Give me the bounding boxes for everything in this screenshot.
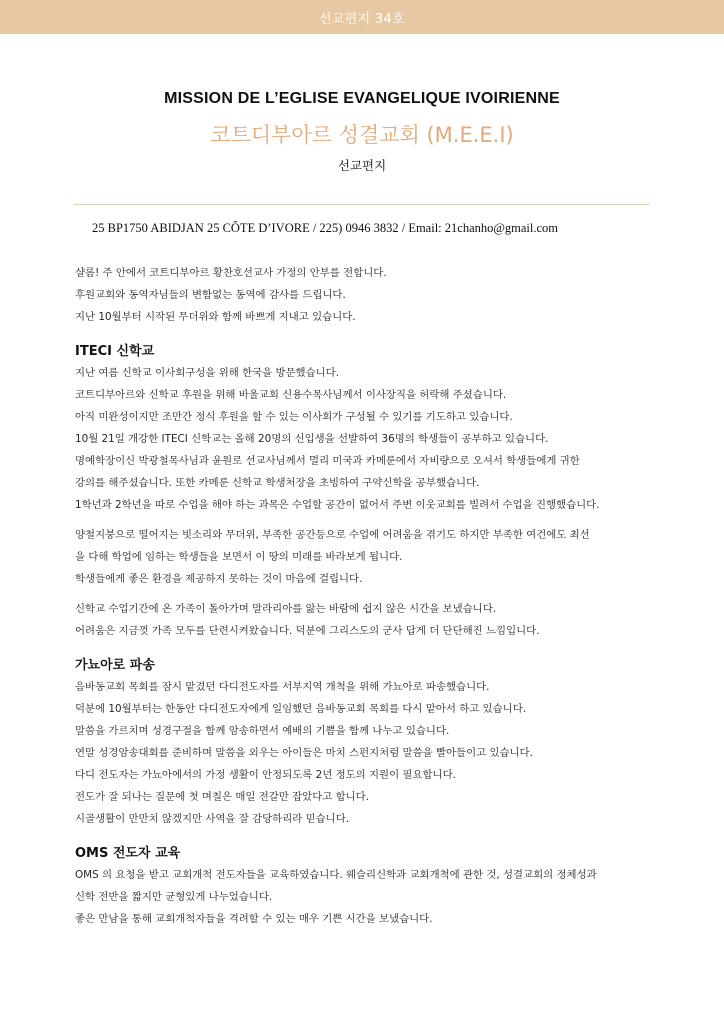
intro-line: 후원교회와 동역자님들의 변함없는 동역에 감사를 드립니다. [75,289,346,301]
text-line: 신학 전반을 짧지만 균형있게 나누었습니다. [75,891,273,903]
text-line: 지난 여름 신학교 이사회구성을 위해 한국을 방문했습니다. [75,367,340,379]
text-line: 전도가 잘 되나는 질문에 첫 며칠은 매일 전갈만 잡았다고 합니다. [75,791,369,803]
intro-section [75,262,655,328]
header-divider [74,204,650,205]
section-heading: 가뇨아로 파송 [75,658,155,673]
intro-line: 지난 10월부터 시작된 무더위와 함께 바쁘게 지내고 있습니다. [75,311,356,323]
text-line: 1학년과 2학년을 따로 수업을 해야 하는 과목은 수업할 공간이 없어서 주변 이웃교회를 빌려서 수업을 진행했습니다. [75,499,600,511]
section-gagnoa [75,652,655,830]
text-line: 말씀을 가르치며 성경구절을 함께 암송하면서 예배의 기쁨을 함께 나누고 있습니다. [75,725,450,737]
section-iteci [75,338,655,642]
paragraph [75,362,655,516]
paragraph [75,524,655,590]
text-line: 음바동교회 목회를 잠시 맡겼던 다디전도자를 서부지역 개척을 위해 가뇨아로 파송했습니다. [75,681,490,693]
text-line: 좋은 만남을 통해 교회개척자들을 격려할 수 있는 매우 기쁜 시간을 보냈습니다. [75,913,433,925]
text-line: 신학교 수업기간에 온 가족이 돌아가며 말라리아를 앓는 바람에 쉽지 않은 시간을 보냈습니다. [75,603,497,615]
text-line: 시골생활이 만만치 않겠지만 사역을 잘 감당하리라 믿습니다. [75,813,350,825]
banner-title: 선교편지 34호 [319,11,405,27]
text-line: OMS 의 요청을 받고 교회개척 전도자들을 교육하였습니다. 웨슬리신학과 교회개척에 관한 것, 성결교회의 정체성과 [75,869,597,881]
contact-address: 25 BP1750 ABIDJAN 25 CÔTE D’IVORE / 225) 0946 3832 / Email: 21chanho@gmail.com [92,221,558,235]
paragraph [75,598,655,642]
letter-subtitle: 선교편지 [337,158,387,173]
section-heading: OMS 전도자 교육 [75,846,181,861]
text-line: 다디 전도자는 가뇨아에서의 가정 생활이 안정되도록 2년 정도의 지원이 필요합니다. [75,769,456,781]
text-line: 학생들에게 좋은 환경을 제공하지 못하는 것이 마음에 걸립니다. [75,573,363,585]
text-line: 연말 성경암송대회를 준비하며 말씀을 외우는 아이들은 마치 스펀지처럼 말씀을 빨아들이고 있습니다. [75,747,533,759]
section-oms [75,840,655,930]
text-line: 코트디부아르와 신학교 후원을 위해 바울교회 신용수목사님께서 이사장직을 허락해 주셨습니다. [75,389,507,401]
intro-line: 샬롬! 주 안에서 코트디부아르 황찬호선교사 가정의 안부를 전합니다. [75,267,387,279]
header-banner [0,0,724,34]
organization-name: MISSION DE L’EGLISE EVANGELIQUE IVOIRIENNE [164,90,560,107]
text-line: 을 다해 학업에 임하는 학생들을 보면서 이 땅의 미래를 바라보게 됩니다. [75,551,403,563]
text-line: 어려움은 지금껏 가족 모두를 단련시켜왔습니다. 덕분에 그리스도의 군사 답게 더 단단해진 느낌입니다. [75,625,540,637]
text-line: 양철지붕으로 떨어지는 빗소리와 무더위, 부족한 공간등으로 수업에 어려움을 겪기도 하지만 부족한 여건에도 최선 [75,529,590,541]
letter-body [75,262,655,940]
text-line: 덕분에 10월부터는 한동안 다디전도자에게 일임했던 음바동교회 목회를 다시 맡아서 하고 있습니다. [75,703,527,715]
text-line: 10월 21일 개강한 ITECI 신학교는 올해 20명의 신입생을 선발하여 36명의 학생들이 공부하고 있습니다. [75,433,549,445]
text-line: 아직 미완성이지만 조만간 정식 후원을 할 수 있는 이사회가 구성될 수 있기를 기도하고 있습니다. [75,411,513,423]
church-name: 코트디부아르 성결교회 (M.E.E.I) [210,123,514,147]
paragraph [75,676,655,830]
section-heading: ITECI 신학교 [75,344,155,359]
text-line: 강의를 해주셨습니다. 또한 카메룬 신학교 학생처장을 초빙하여 구약신학을 공부했습니다. [75,477,480,489]
text-line: 명예학장이신 박광철목사님과 윤원로 선교사님께서 멀리 미국과 카메룬에서 자비량으로 오셔서 학생들에게 귀한 [75,455,580,467]
paragraph [75,864,655,930]
